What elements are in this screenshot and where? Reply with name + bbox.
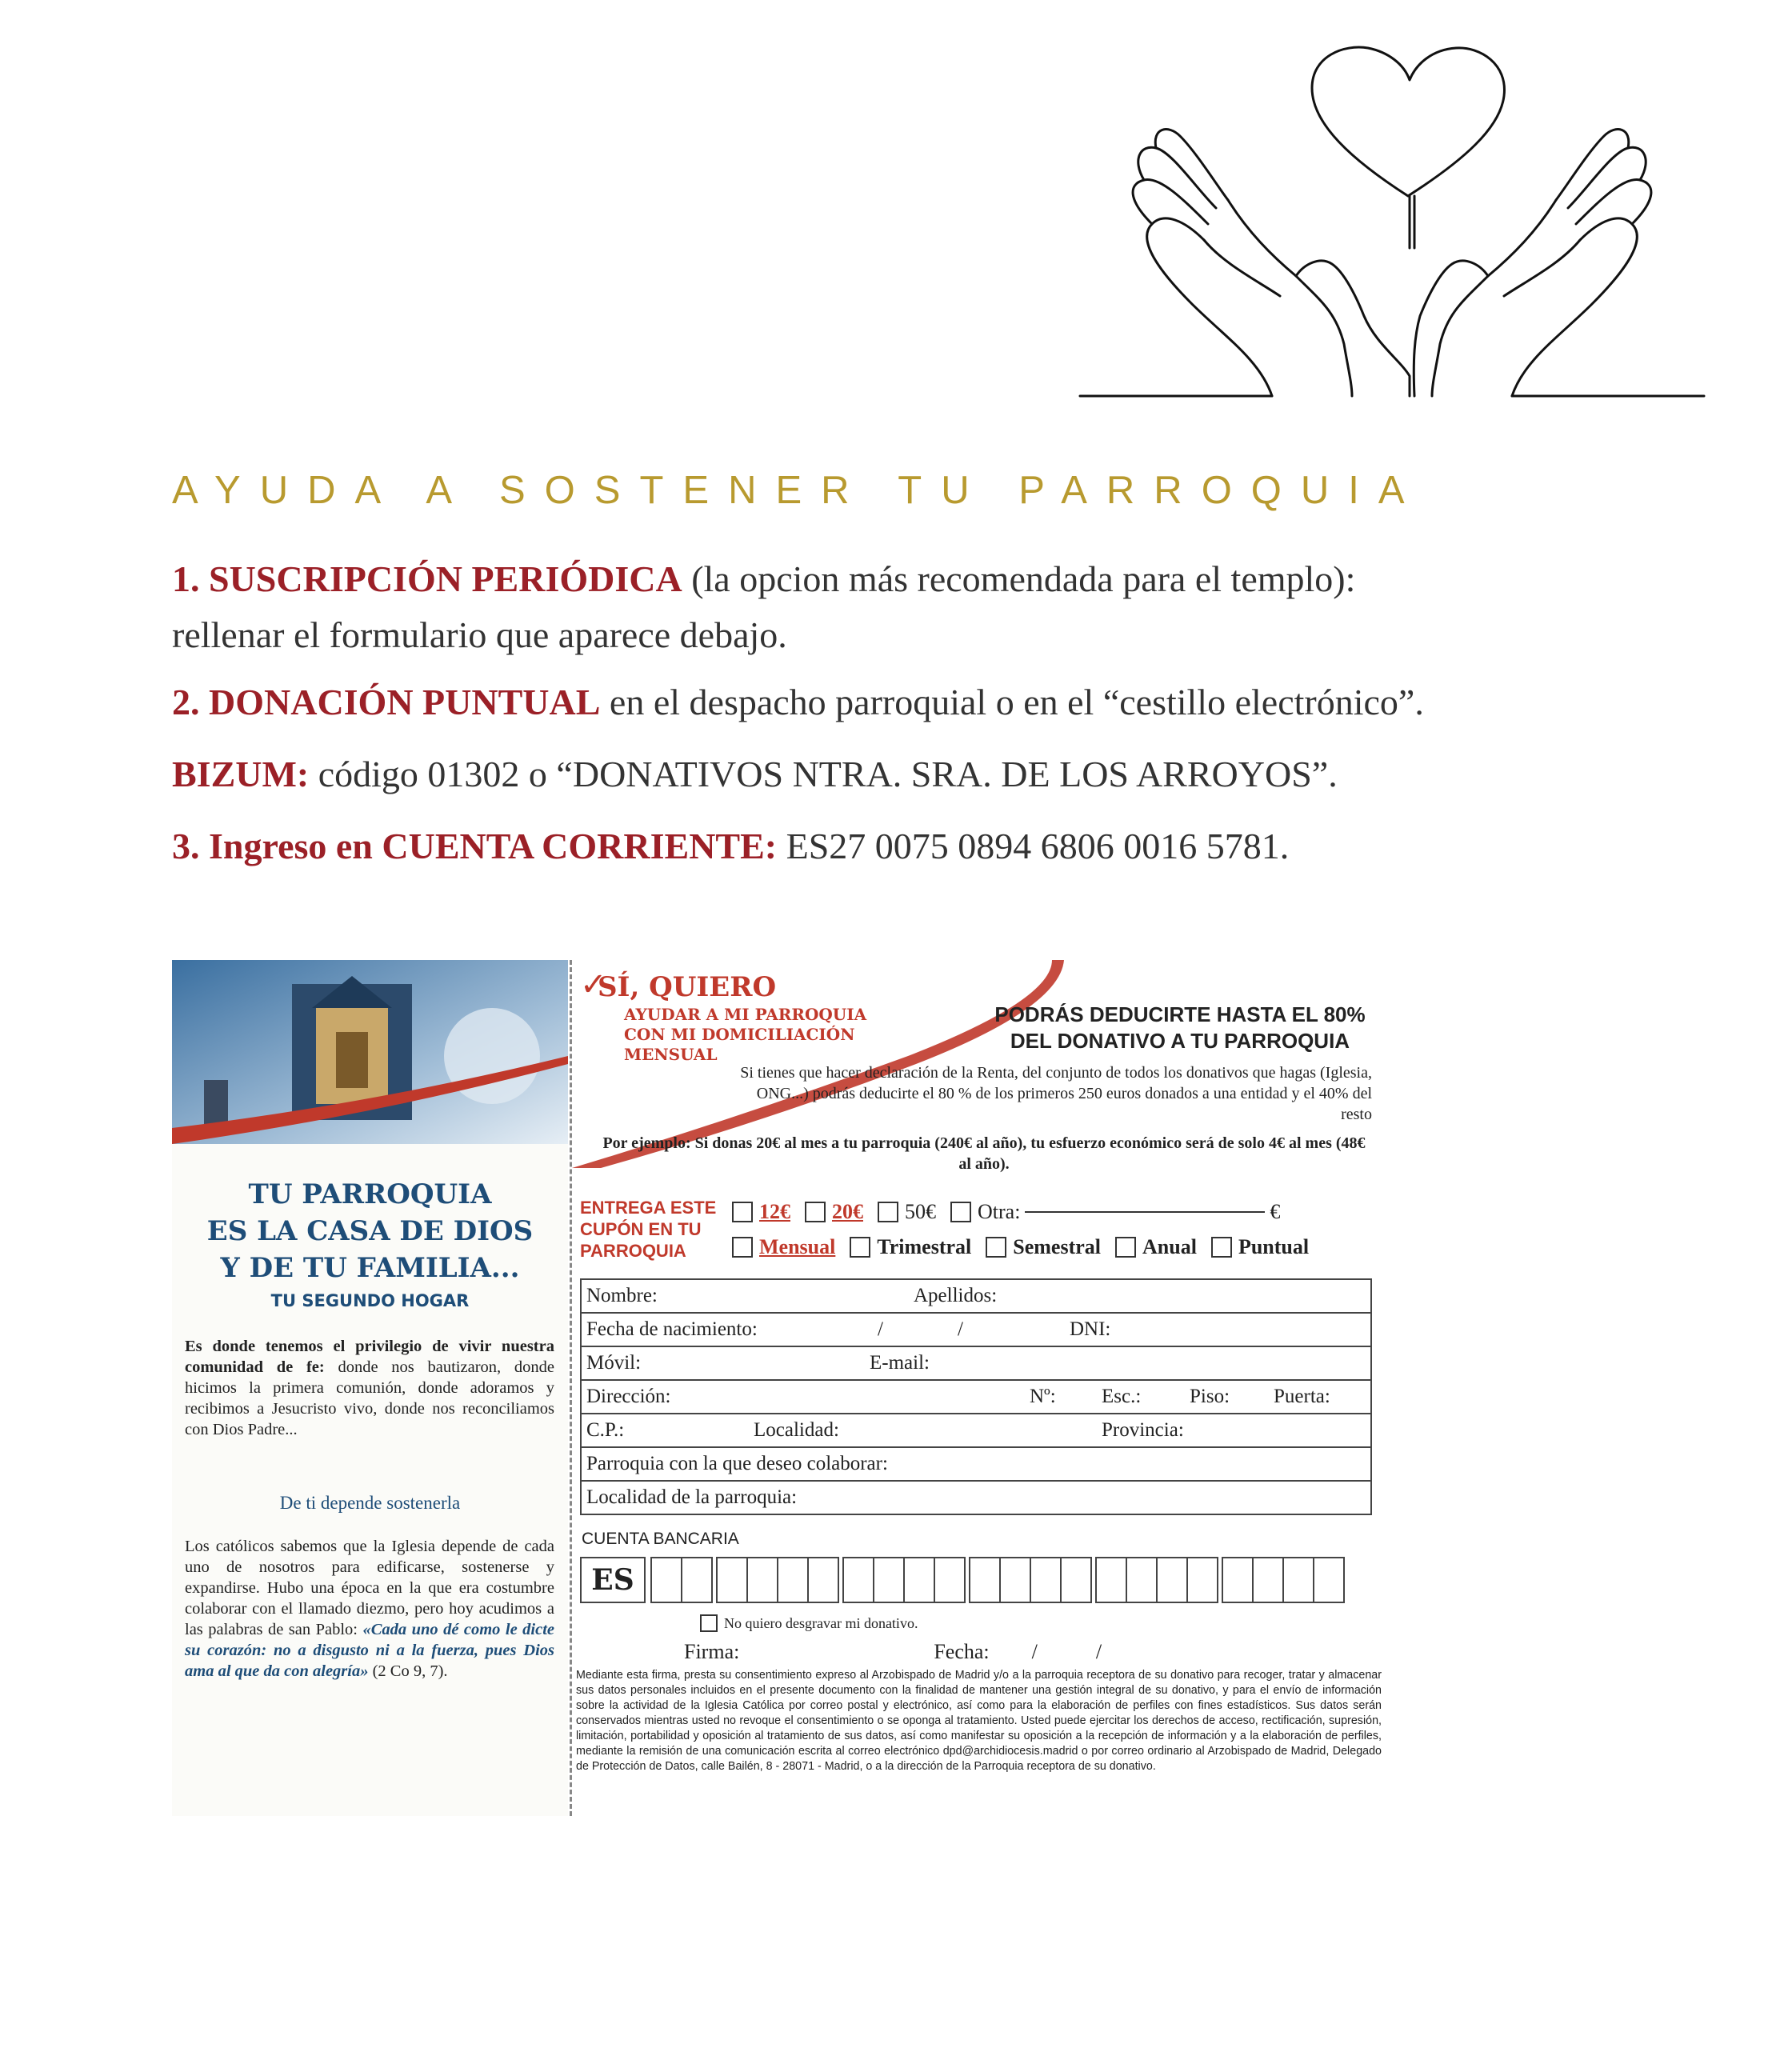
amount-options <box>732 1200 1294 1224</box>
si-sub-line1: AYUDAR A MI PARROQUIA <box>624 1005 867 1024</box>
bank-account-heading: CUENTA BANCARIA <box>582 1530 739 1548</box>
coupon-left-panel <box>172 960 568 1816</box>
amount-other-label: Otra: <box>978 1200 1021 1223</box>
entrega-line1: ENTREGA ESTE <box>580 1198 717 1218</box>
donation-coupon <box>172 960 1386 1816</box>
option-subscription-line2: rellenar el formulario que aparece debajo. <box>172 614 787 655</box>
iban-group-1[interactable] <box>650 1557 711 1603</box>
date-slash-2: / <box>958 1318 963 1340</box>
field-cp: C.P.: <box>586 1419 625 1441</box>
field-escalera: Esc.: <box>1102 1386 1142 1407</box>
iban-input[interactable] <box>580 1557 1348 1603</box>
left-subtitle: TU SEGUNDO HOGAR <box>270 1291 470 1310</box>
freq-mensual[interactable] <box>732 1235 835 1259</box>
form-row-fecha[interactable] <box>581 1313 1371 1346</box>
field-localidad-parroquia: Localidad de la parroquia: <box>586 1486 798 1508</box>
form-row-parroquia[interactable] <box>581 1447 1371 1481</box>
example-text: Por ejemplo: Si donas 20€ al mes a tu parroquia (240€ al año), tu esfuerzo económico será de solo 4€ al mes (48€ al año). <box>602 1134 1366 1173</box>
field-email: E-mail: <box>870 1352 930 1374</box>
field-movil: Móvil: <box>586 1352 642 1374</box>
amount-other-checkbox[interactable] <box>950 1202 971 1222</box>
amount-other[interactable] <box>950 1200 1280 1224</box>
field-puerta: Puerta: <box>1274 1386 1330 1407</box>
amount-12[interactable] <box>732 1200 790 1224</box>
freq-puntual-label: Puntual <box>1238 1235 1310 1258</box>
amount-50-label: 50€ <box>905 1200 936 1223</box>
amount-20[interactable] <box>805 1200 863 1224</box>
freq-puntual[interactable] <box>1211 1235 1309 1259</box>
option-bank-account <box>172 824 1289 868</box>
bizum-text: código 01302 o “DONATIVOS NTRA. SRA. DE LOS ARROYOS”. <box>309 754 1338 794</box>
entrega-label <box>580 1197 716 1262</box>
left-paragraph-1 <box>185 1336 554 1440</box>
coupon-right-panel <box>572 960 1386 1816</box>
deduction-heading-line2: DEL DONATIVO A TU PARROQUIA <box>1010 1029 1350 1053</box>
freq-mensual-checkbox[interactable] <box>732 1237 753 1258</box>
date-slash-1: / <box>878 1318 883 1340</box>
amount-other-line[interactable] <box>1025 1211 1265 1213</box>
field-dni: DNI: <box>1070 1318 1111 1340</box>
entrega-line2: CUPÓN EN TU <box>580 1219 702 1239</box>
amount-12-label: 12€ <box>759 1200 790 1223</box>
entrega-line3: PARROQUIA <box>580 1241 686 1261</box>
field-direccion: Dirección: <box>586 1386 671 1407</box>
iban-group-6[interactable] <box>1222 1557 1343 1603</box>
form-row-localidad-parroquia[interactable] <box>581 1481 1371 1514</box>
freq-anual-label: Anual <box>1142 1235 1197 1258</box>
signature-row <box>684 1640 1102 1664</box>
bank-account-label: 3. Ingreso en CUENTA CORRIENTE: <box>172 826 778 866</box>
deduction-text: Si tienes que hacer declaración de la Renta, del conjunto de todos los donativos que hagas (Iglesia, ONG...) podrás deducirte el 80 % de los primeros 250 euros donados a una entidad y el 40% del resto <box>740 1064 1372 1123</box>
iban-group-4[interactable] <box>969 1557 1090 1603</box>
left-paragraph-2 <box>185 1536 554 1682</box>
option-donation <box>172 680 1424 724</box>
no-deduct-checkbox[interactable] <box>700 1614 718 1632</box>
no-deduct-label: No quiero desgravar mi donativo. <box>724 1614 918 1631</box>
date-label: Fecha: <box>934 1640 990 1663</box>
form-row-nombre[interactable] <box>581 1279 1371 1313</box>
freq-mensual-label: Mensual <box>759 1235 836 1258</box>
legal-notice: Mediante esta firma, presta su consentimiento expreso al Arzobispado de Madrid y/o a la parroquia receptora de su donativo para recoger, tratar y almacenar sus datos personales incluidos en el presente documento con la finalidad de mantener una gestión integral de su donativo, y para el envío de información sobre la actividad de la Iglesia Católica por correo postal y electrónico, así como para la elaboración de perfiles con fines estadísticos. Sus datos serán conservados mientras usted no revoque el consentimiento o se oponga al tratamiento. Usted puede ejercitar los derechos de acceso, rectificación, supresión, limitación, portabilidad y oposición al tratamiento de sus datos, así como manifestar su oposición a la recepción de información y a la elaboración de perfiles, mediante la remisión de una comunicación escrita al correo electrónico dpd@archidiocesis.madrid o por correo ordinario al Arzobispado de Madrid, Delegado de Protección de Datos, calle Bailén, 8 - 28071 - Madrid, o a la dirección de la Parroquia receptora de su donativo. <box>576 1669 1382 1773</box>
field-nombre: Nombre: <box>586 1285 658 1306</box>
freq-anual[interactable] <box>1115 1235 1197 1259</box>
field-localidad: Localidad: <box>754 1419 839 1441</box>
left-paragraph-2-ref: (2 Co 9, 7). <box>368 1662 448 1680</box>
sig-date-slash-2: / <box>1095 1640 1102 1663</box>
church-altar-photo <box>172 960 568 1144</box>
option-donation-text: en el despacho parroquial o en el “cestillo electrónico”. <box>600 682 1424 722</box>
left-center-line: De ti depende sostenerla <box>279 1493 461 1513</box>
iban-group-3[interactable] <box>842 1557 964 1603</box>
option-subscription-label: 1. SUSCRIPCIÓN PERIÓDICA <box>172 558 682 599</box>
field-fecha-nacimiento: Fecha de nacimiento: <box>586 1318 758 1340</box>
field-provincia: Provincia: <box>1102 1419 1184 1441</box>
bizum-label: BIZUM: <box>172 754 310 794</box>
euro-sign: € <box>1270 1200 1281 1223</box>
sig-date-slash-1: / <box>1031 1640 1038 1663</box>
freq-anual-checkbox[interactable] <box>1115 1237 1136 1258</box>
frequency-options <box>732 1235 1323 1259</box>
hands-heart-illustration <box>1064 40 1712 408</box>
amount-50-checkbox[interactable] <box>878 1202 898 1222</box>
page-title: AYUDA A SOSTENER TU PARROQUIA <box>172 469 1424 512</box>
field-parroquia: Parroquia con la que deseo colaborar: <box>586 1453 888 1474</box>
freq-trimestral-checkbox[interactable] <box>850 1237 870 1258</box>
si-quiero-subtext <box>624 1005 866 1065</box>
field-apellidos: Apellidos: <box>914 1285 998 1306</box>
freq-semestral[interactable] <box>986 1235 1101 1259</box>
option-subscription-text: (la opcion más recomendada para el templo): <box>682 558 1356 599</box>
freq-trimestral[interactable] <box>850 1235 971 1259</box>
iban-prefix: ES <box>580 1557 646 1603</box>
si-sub-line3: MENSUAL <box>624 1045 718 1064</box>
left-paragraph-2-text: Los católicos sabemos que la Iglesia depende de cada uno de nosotros para edificarse, sostenerse y expandirse. Hubo una época en la que era costumbre colaborar con el llamado diezmo, pero hoy acudimos a las palabras de san Pablo: <box>185 1538 554 1638</box>
field-piso: Piso: <box>1190 1386 1230 1407</box>
signature-label: Firma: <box>684 1640 740 1663</box>
left-title-line3: Y DE TU FAMILIA... <box>220 1252 520 1284</box>
left-paragraph-2-quote: «Cada uno dé como le dicte su corazón: no a disgusto ni a la fuerza, pues Dios ama al que da con alegría» <box>185 1621 554 1680</box>
left-paragraph-1-bold: Es donde tenemos el privilegio de vivir nuestra comunidad de fe: <box>185 1338 554 1376</box>
amount-50[interactable] <box>878 1200 936 1224</box>
amount-20-checkbox[interactable] <box>805 1202 826 1222</box>
bank-account-text: ES27 0075 0894 6806 0016 5781. <box>777 826 1290 866</box>
freq-trimestral-label: Trimestral <box>877 1235 972 1258</box>
form-row-movil[interactable] <box>581 1346 1371 1380</box>
freq-semestral-checkbox[interactable] <box>986 1237 1006 1258</box>
form-row-direccion[interactable] <box>581 1380 1371 1414</box>
si-sub-line2: CON MI DOMICILIACIÓN <box>624 1025 855 1044</box>
check-icon: ✓ <box>580 966 607 1003</box>
personal-data-form <box>580 1278 1372 1515</box>
freq-puntual-checkbox[interactable] <box>1211 1237 1232 1258</box>
amount-12-checkbox[interactable] <box>732 1202 753 1222</box>
si-quiero-heading: SÍ, QUIERO <box>598 971 777 1003</box>
iban-group-2[interactable] <box>716 1557 838 1603</box>
option-subscription <box>172 557 1355 601</box>
option-bizum <box>172 752 1338 796</box>
left-title-line1: TU PARROQUIA <box>248 1178 492 1210</box>
form-row-cp[interactable] <box>581 1414 1371 1447</box>
amount-20-label: 20€ <box>832 1200 863 1223</box>
option-donation-label: 2. DONACIÓN PUNTUAL <box>172 682 601 722</box>
field-numero: Nº: <box>1030 1386 1056 1407</box>
no-deduct-option[interactable] <box>700 1614 918 1632</box>
deduction-heading-line1: PODRÁS DEDUCIRTE HASTA EL 80% <box>994 1002 1366 1026</box>
left-title-line2: ES LA CASA DE DIOS <box>206 1215 534 1247</box>
deduction-heading <box>988 1002 1372 1054</box>
iban-group-5[interactable] <box>1095 1557 1217 1603</box>
left-paragraph-1-rest: donde nos bautizaron, donde hicimos la primera comunión, donde adoramos y recibimos a Jesucristo vivo, donde nos reconciliamos con Dios Padre... <box>185 1358 554 1438</box>
freq-semestral-label: Semestral <box>1013 1235 1102 1258</box>
